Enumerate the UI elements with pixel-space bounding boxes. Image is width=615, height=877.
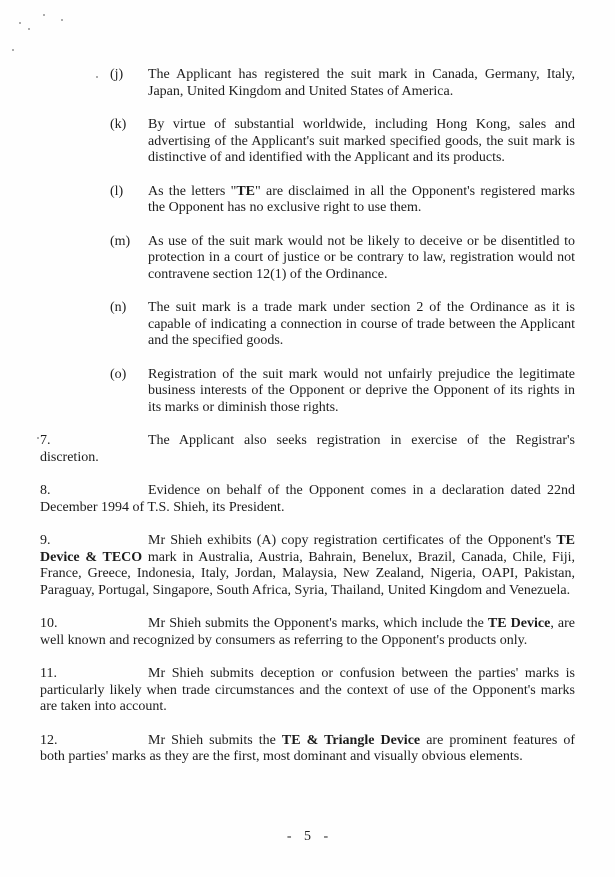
numbered-paragraph	[40, 733, 575, 766]
numbered-paragraph	[40, 533, 575, 599]
text-run: Mr Shieh submits the Opponent's marks, which include the	[148, 616, 488, 631]
text-run: Evidence on behalf of the Opponent comes in a declaration dated 22nd December 1994 of T.S. Shieh, its President.	[40, 483, 575, 515]
scan-speck	[28, 28, 30, 30]
numbered-paragraphs	[40, 433, 575, 766]
paragraph-number: 10.	[40, 616, 58, 631]
bold-text-run: TE Device & TECO	[40, 533, 575, 565]
text-run: Mr Shieh exhibits (A) copy registration certificates of the Opponent's	[148, 533, 557, 548]
text-run: The Applicant also seeks registration in exercise of the Registrar's discretion.	[40, 433, 575, 465]
list-item	[110, 367, 575, 417]
text-run: By virtue of substantial worldwide, including Hong Kong, sales and advertising of the Applicant's suit marked specified goods, the suit mark is distinctive of and identified with the Applicant and its products.	[148, 117, 575, 165]
numbered-paragraph	[40, 666, 575, 716]
bold-text-run: TE	[236, 183, 256, 199]
list-item	[110, 67, 575, 100]
page-number: - 5 -	[286, 829, 329, 844]
subparagraph-label: (o)	[110, 366, 127, 382]
text-run: Mr Shieh submits the	[148, 732, 282, 748]
text-run: As use of the suit mark would not be likely to deceive or be disentitled to protection in a court of justice or be contrary to law, registration would not contravene section 12(1) of the Ordinance.	[148, 233, 575, 282]
list-item	[110, 184, 575, 217]
subparagraph-label: (j)	[110, 67, 124, 82]
scan-speck	[37, 437, 39, 439]
subparagraph-text	[148, 67, 575, 100]
list-item	[110, 234, 575, 284]
text-run: Registration of the suit mark would not unfairly prejudice the legitimate business interests of the Opponent or deprive the Opponent of its rights in its marks or diminish those rights.	[148, 366, 575, 415]
numbered-paragraph	[40, 483, 575, 516]
subparagraph-label: (k)	[110, 117, 127, 132]
subparagraph-label: (n)	[110, 300, 127, 315]
paragraph-number: 7.	[40, 433, 51, 448]
text-run: , are well known and recognized by consumers as referring to the Opponent's products only.	[40, 616, 576, 648]
text-run: " are disclaimed in all the Opponent's registered marks the Opponent has no exclusive right to use them.	[148, 183, 576, 215]
scan-speck	[43, 14, 45, 16]
paragraph-number: 9.	[40, 533, 51, 548]
subparagraph-text	[148, 117, 575, 167]
scan-speck	[12, 49, 14, 51]
text-run: The Applicant has registered the suit mark in Canada, Germany, Italy, Japan, United Kingdom and United States of America.	[148, 67, 575, 99]
scan-speck	[19, 22, 21, 24]
text-run: are prominent features of both parties' marks as they are the first, most dominant and visually obvious elements.	[40, 732, 575, 764]
text-run: As the letters "	[148, 183, 237, 199]
subparagraph-text	[148, 234, 575, 284]
bold-text-run: TE Device	[487, 616, 551, 631]
text-run: mark in Australia, Austria, Bahrain, Benelux, Brazil, Canada, Chile, Fiji, France, Greece, Indonesia, Italy, Jordan, Malaysia, New Zealand, Nigeria, OAPI, Pakistan, Paraguay, Portugal, Singapore, South Africa, Syria, Thailand, United Kingdom and Venezuela.	[40, 549, 575, 598]
subparagraph-list	[110, 67, 575, 416]
subparagraph-label: (m)	[110, 233, 131, 249]
document-body	[40, 67, 575, 783]
list-item	[110, 117, 575, 167]
paragraph-number: 12.	[40, 732, 58, 748]
subparagraph-text	[148, 300, 575, 350]
paragraph-number: 8.	[40, 483, 51, 498]
subparagraph-text	[148, 367, 575, 417]
scan-speck	[61, 19, 63, 21]
text-run: Mr Shieh submits deception or confusion between the parties' marks is particularly likely when trade circumstances and the context of use of the Opponent's marks are taken into account.	[40, 666, 575, 714]
numbered-paragraph	[40, 433, 575, 466]
paragraph-number: 11.	[40, 666, 57, 681]
bold-text-run: TE & Triangle Device	[281, 732, 421, 748]
text-run: The suit mark is a trade mark under section 2 of the Ordinance as it is capable of indicating a connection in course of trade between the Applicant and the specified goods.	[148, 300, 575, 348]
list-item	[110, 300, 575, 350]
subparagraph-label: (l)	[110, 183, 124, 199]
numbered-paragraph	[40, 616, 575, 649]
subparagraph-text	[148, 184, 575, 217]
